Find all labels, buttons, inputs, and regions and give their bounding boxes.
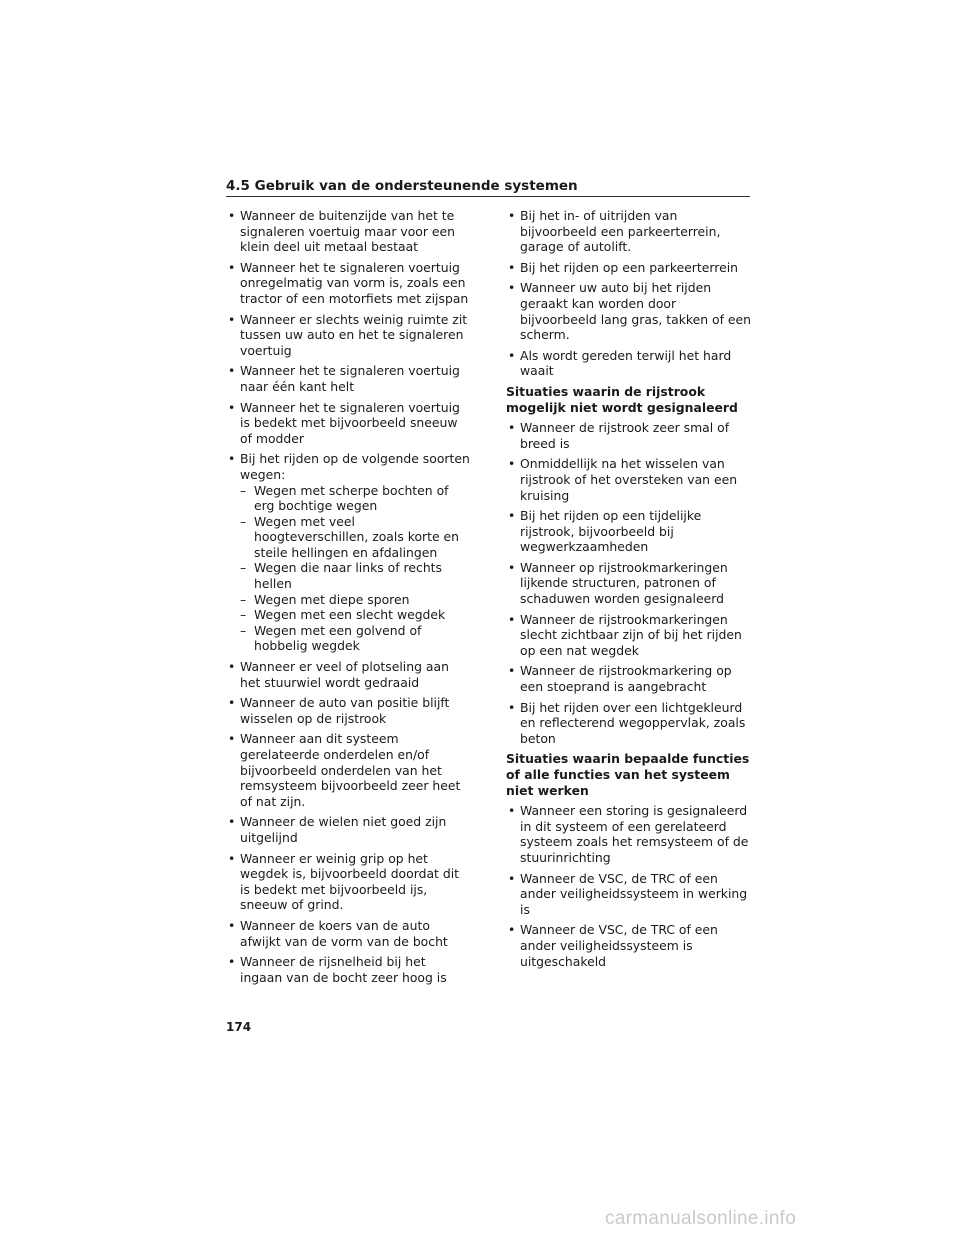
- list-item: • Wanneer het te signaleren voertuig is bedekt met bijvoorbeeld sneeuw of modder: [226, 400, 470, 447]
- list-item: • Wanneer het te signaleren voertuig naar één kant helt: [226, 363, 470, 394]
- list-item: • Wanneer de VSC, de TRC of een ander veiligheidssysteem in werking is: [506, 871, 752, 918]
- list-item: • Bij het rijden over een lichtgekleurd en reflecterend wegoppervlak, zoals beton: [506, 700, 752, 747]
- list-item: • Wanneer uw auto bij het rijden geraakt kan worden door bijvoorbeeld lang gras, takken of een scherm.: [506, 280, 752, 342]
- page-number: 174: [226, 1020, 252, 1034]
- sub-list-item: – Wegen met een golvend of hobbelig wegdek: [226, 623, 470, 654]
- left-column: [226, 208, 470, 990]
- right-column: [506, 208, 752, 974]
- subsection-heading: Situaties waarin bepaalde functies of alle functies van het systeem niet werken: [506, 751, 750, 798]
- section-title: 4.5 Gebruik van de ondersteunende systemen: [226, 178, 578, 194]
- list-item: • Wanneer de wielen niet goed zijn uitgelijnd: [226, 814, 470, 845]
- subsection-heading: Situaties waarin de rijstrook mogelijk niet wordt gesignaleerd: [506, 383, 738, 415]
- list-item: • Wanneer de rijstrook zeer smal of breed is: [506, 420, 752, 451]
- list-item: • Wanneer de rijsnelheid bij het ingaan van de bocht zeer hoog is: [226, 954, 470, 985]
- sub-list-item: – Wegen met veel hoogteverschillen, zoals korte en steile hellingen en afdalingen: [226, 514, 470, 561]
- list-item: • Wanneer aan dit systeem gerelateerde onderdelen en/of bijvoorbeeld onderdelen van het remsysteem bijvoorbeeld zeer heet of nat zijn.: [226, 731, 470, 809]
- list-item: • Onmiddellijk na het wisselen van rijstrook of het oversteken van een kruising: [506, 456, 752, 503]
- list-item: • Bij het rijden op een parkeerterrein: [506, 260, 752, 276]
- list-item: • Wanneer de VSC, de TRC of een ander veiligheidssysteem is uitgeschakeld: [506, 922, 752, 969]
- list-item: • Wanneer een storing is gesignaleerd in dit systeem of een gerelateerd systeem zoals het remsysteem of de stuurinrichting: [506, 803, 752, 865]
- sub-list-item: – Wegen die naar links of rechts hellen: [226, 560, 470, 591]
- list-item: • Wanneer er weinig grip op het wegdek is, bijvoorbeeld doordat dit is bedekt met bijvoorbeeld ijs, sneeuw of grind.: [226, 851, 470, 913]
- list-item: • Wanneer de buitenzijde van het te signaleren voertuig maar voor een klein deel uit metaal bestaat: [226, 208, 470, 255]
- sub-list-item: – Wegen met een slecht wegdek: [226, 607, 470, 623]
- list-item: • Bij het rijden op een tijdelijke rijstrook, bijvoorbeeld bij wegwerkzaamheden: [506, 508, 752, 555]
- sub-list-item: – Wegen met diepe sporen: [226, 592, 470, 608]
- list-item: • Wanneer de koers van de auto afwijkt van de vorm van de bocht: [226, 918, 470, 949]
- list-item: • Wanneer er slechts weinig ruimte zit tussen uw auto en het te signaleren voertuig: [226, 312, 470, 359]
- sub-list: [226, 483, 470, 655]
- list-item: • Wanneer er veel of plotseling aan het stuurwiel wordt gedraaid: [226, 659, 470, 690]
- list-item: • Wanneer het te signaleren voertuig onregelmatig van vorm is, zoals een tractor of een motorfiets met zijspan: [226, 260, 470, 307]
- list-item: • Wanneer de rijstrookmarkering op een stoeprand is aangebracht: [506, 663, 752, 694]
- list-item: • Als wordt gereden terwijl het hard waait: [506, 348, 752, 379]
- list-item: • Wanneer de auto van positie blijft wisselen op de rijstrook: [226, 695, 470, 726]
- section-header: [226, 178, 750, 197]
- sub-list-item: – Wegen met scherpe bochten of erg bochtige wegen: [226, 483, 470, 514]
- list-item: • Wanneer op rijstrookmarkeringen lijkende structuren, patronen of schaduwen worden gesignaleerd: [506, 560, 752, 607]
- list-item: • Wanneer de rijstrookmarkeringen slecht zichtbaar zijn of bij het rijden op een nat wegdek: [506, 612, 752, 659]
- list-item: • Bij het in- of uitrijden van bijvoorbeeld een parkeerterrein, garage of autolift.: [506, 208, 752, 255]
- watermark: carmanualsonline.info: [605, 1208, 797, 1229]
- list-item: • Bij het rijden op de volgende soorten wegen:: [226, 451, 470, 482]
